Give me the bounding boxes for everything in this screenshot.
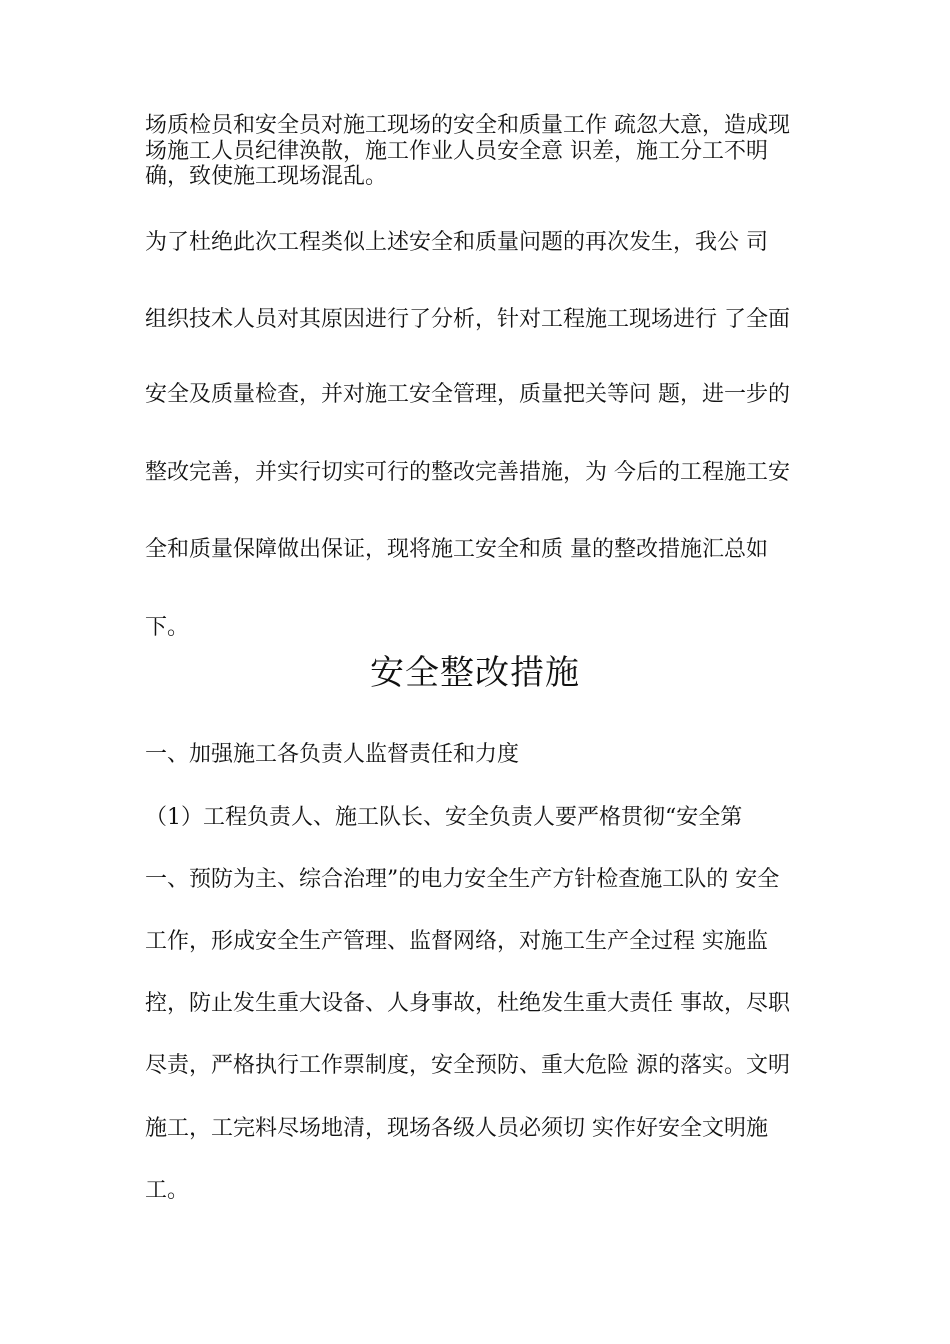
- para2-line-4: 整改完善，并实行切实可行的整改完善措施，为 今后的工程施工安: [145, 460, 790, 485]
- intro-line-2: 场施工人员纪律涣散，施工作业人员安全意 识差，施工分工不明: [145, 139, 768, 164]
- para2-line-3: 安全及质量检查，并对施工安全管理，质量把关等问 题，进一步的: [145, 382, 790, 407]
- para2-line-5: 全和质量保障做出保证，现将施工安全和质 量的整改措施汇总如: [145, 537, 768, 562]
- intro-line-3: 确，致使施工现场混乱。: [145, 164, 388, 189]
- section-line-2: 一、预防为主、综合治理”的电力安全生产方针检查施工队的 安全: [145, 867, 780, 892]
- section-line-6: 施工，工完料尽场地清，现场各级人员必须切 实作好安全文明施: [145, 1116, 768, 1141]
- para2-line-2: 组织技术人员对其原因进行了分析，针对工程施工现场进行 了全面: [145, 307, 790, 332]
- para2-line-1: 为了杜绝此次工程类似上述安全和质量问题的再次发生，我公 司: [145, 230, 768, 255]
- section-line-5: 尽责，严格执行工作票制度，安全预防、重大危险 源的落实。文明: [145, 1053, 790, 1078]
- intro-line-1: 场质检员和安全员对施工现场的安全和质量工作 疏忽大意，造成现: [145, 113, 790, 138]
- section-line-1: （1）工程负责人、施工队长、安全负责人要严格贯彻“安全第: [145, 805, 743, 830]
- page-title: 安全整改措施: [370, 653, 580, 693]
- section-line-3: 工作，形成安全生产管理、监督网络，对施工生产全过程 实施监: [145, 929, 768, 954]
- section-heading: 一、加强施工各负责人监督责任和力度: [145, 742, 520, 767]
- section-line-7: 工。: [145, 1178, 190, 1203]
- section-line-4: 控，防止发生重大设备、人身事故，杜绝发生重大责任 事故，尽职: [145, 991, 790, 1016]
- para2-line-6: 下。: [145, 615, 190, 640]
